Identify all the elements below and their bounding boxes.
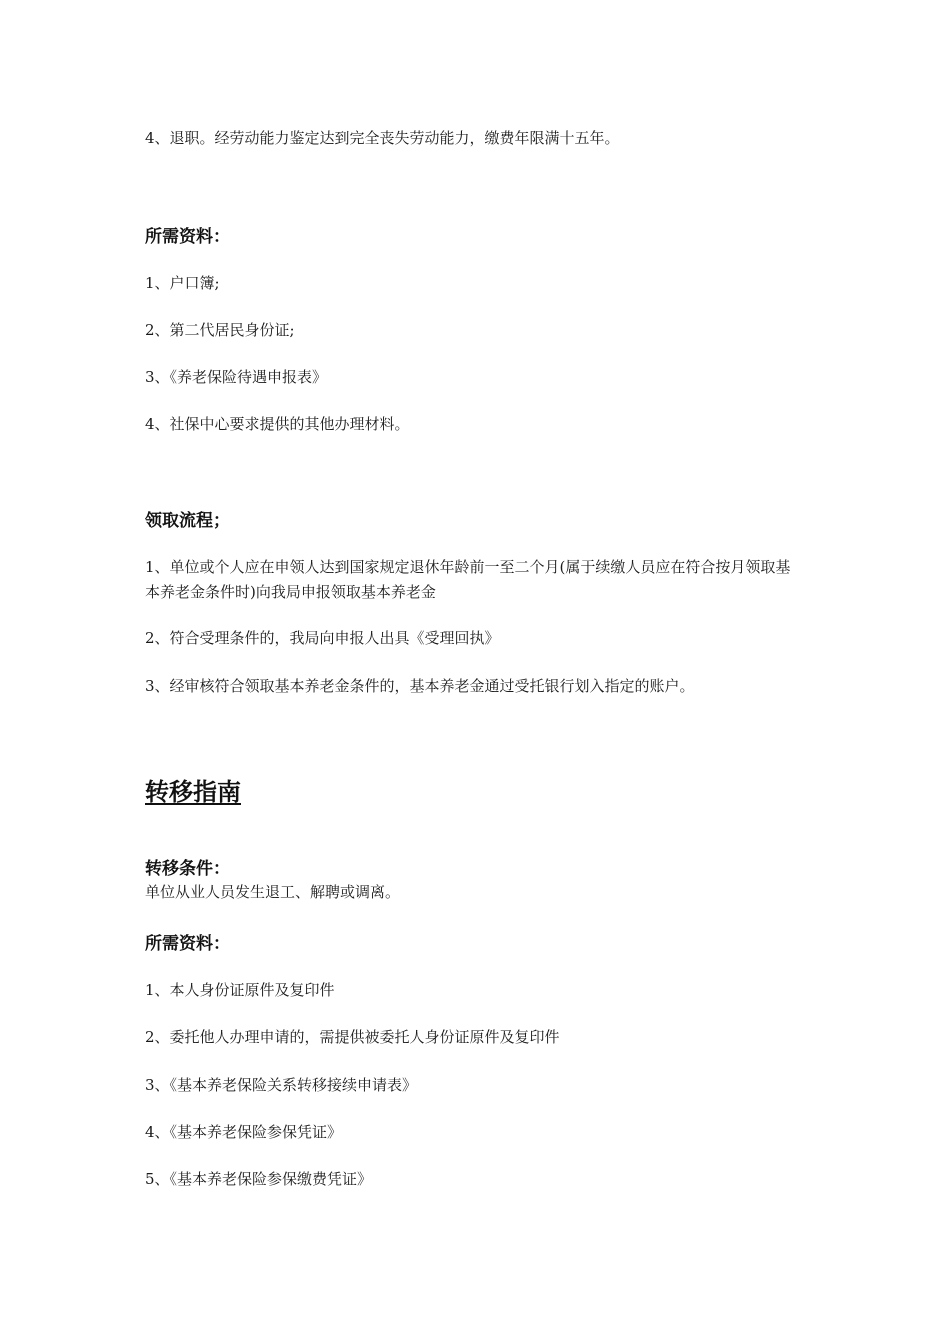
transfer-guide-title: 转移指南	[145, 778, 241, 806]
material-item-3: 3、《养老保险待遇申报表》	[145, 368, 328, 386]
process-step-3: 3、经审核符合领取基本养老金条件的，基本养老金通过受托银行划入指定的账户。	[145, 677, 695, 695]
transfer-condition-heading: 转移条件：	[145, 859, 230, 879]
transfer-material-item-4: 4、《基本养老保险参保凭证》	[145, 1123, 343, 1141]
process-step-1: 1、单位或个人应在申领人达到国家规定退休年龄前一至二个月(属于续缴人员应在符合按月领取基本养老金条件时)向我局申报领取基本养老金	[145, 558, 791, 601]
transfer-material-item-1: 1、本人身份证原件及复印件	[145, 981, 335, 999]
transfer-material-item-5: 5、《基本养老保险参保缴费凭证》	[145, 1170, 373, 1188]
material-item-2: 2、第二代居民身份证;	[145, 321, 295, 339]
process-heading: 领取流程；	[145, 511, 230, 531]
material-item-4: 4、社保中心要求提供的其他办理材料。	[145, 415, 410, 433]
materials-heading: 所需资料：	[145, 227, 230, 247]
process-step-2: 2、符合受理条件的，我局向申报人出具《受理回执》	[145, 629, 500, 647]
transfer-condition-text: 单位从业人员发生退工、解聘或调离。	[145, 883, 401, 901]
transfer-materials-heading: 所需资料：	[145, 934, 230, 954]
retirement-condition-item-4: 4、退职。经劳动能力鉴定达到完全丧失劳动能力，缴费年限满十五年。	[145, 129, 620, 147]
transfer-material-item-2: 2、委托他人办理申请的，需提供被委托人身份证原件及复印件	[145, 1028, 560, 1046]
material-item-1: 1、户口簿;	[145, 274, 220, 292]
transfer-material-item-3: 3、《基本养老保险关系转移接续申请表》	[145, 1076, 418, 1094]
